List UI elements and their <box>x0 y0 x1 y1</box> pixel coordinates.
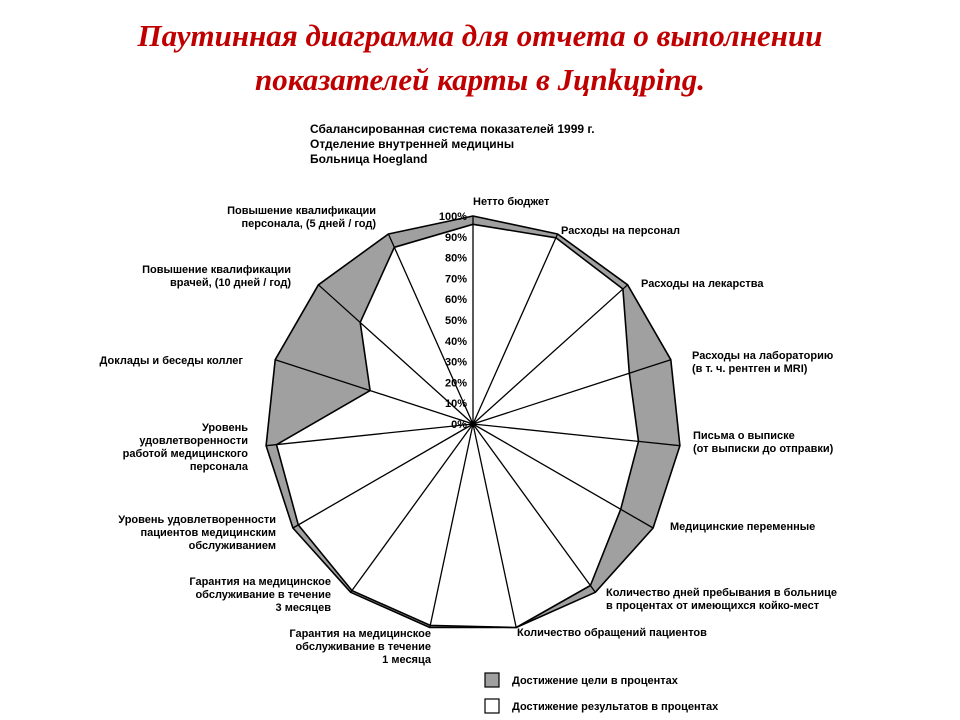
axis-label-line: Количество дней пребывания в больнице <box>606 587 837 599</box>
axis-label <box>473 196 550 208</box>
legend-label: Достижение цели в процентах <box>512 675 678 687</box>
axis-label-line: (от выписки до отправки) <box>693 443 834 455</box>
axis-label-line: Уровень удовлетворенности <box>118 514 276 526</box>
axis-label-line: врачей, (10 дней / год) <box>170 277 291 289</box>
axis-label-line: Расходы на лабораторию <box>692 350 834 362</box>
scale-label: 50% <box>444 315 467 327</box>
axis-label <box>693 430 834 455</box>
axis-label <box>142 264 291 289</box>
axis-label-line: Гарантия на медицинское <box>289 628 431 640</box>
legend-label: Достижение результатов в процентах <box>512 701 719 713</box>
axis-label <box>517 627 707 639</box>
axis-label-line: Расходы на персонал <box>561 225 681 237</box>
chart-title-line: Сбалансированная система показателей 1999 г. <box>310 122 595 136</box>
axis-label-line: Письма о выписке <box>693 430 795 442</box>
legend-swatch <box>485 673 499 687</box>
axis-label <box>692 350 833 375</box>
scale-label: 90% <box>444 231 467 244</box>
axis-label-line: Уровень <box>201 422 248 434</box>
axis-label-line: Повышение квалификации <box>227 205 376 217</box>
axis-label <box>289 628 431 666</box>
scale-label: 10% <box>444 398 467 411</box>
axis-label-line: Повышение квалификации <box>142 264 291 276</box>
scale-label: 20% <box>444 377 467 390</box>
axis-label <box>189 576 331 614</box>
axis-label-line: Доклады и беседы коллег <box>99 355 243 367</box>
axis-label <box>118 514 276 552</box>
axis-label-line: персонала, (5 дней / год) <box>241 218 376 230</box>
axis-label-line: работой медицинского <box>122 448 248 460</box>
axis-label-line: обслуживанием <box>188 540 276 552</box>
axis-label-line: Расходы на лекарства <box>641 278 764 290</box>
axis-label <box>561 225 680 237</box>
chart-title-line: Больница Hoegland <box>310 152 428 166</box>
axis-label <box>227 205 376 230</box>
slide-title-line-2: показателей карты в Jцnkцping. <box>255 62 705 97</box>
scale-label: 60% <box>444 294 467 307</box>
scale-label: 100% <box>438 211 467 223</box>
axis-label-line: в процентах от имеющихся койко-мест <box>606 600 820 612</box>
axis-label <box>100 355 244 367</box>
axis-label-line: (в т. ч. рентген и МRI) <box>692 363 808 375</box>
axis-label-line: Количество обращений пациентов <box>517 627 707 639</box>
axis-label-line: удовлетворенности <box>139 435 248 447</box>
legend-swatch <box>485 699 499 713</box>
axis-label <box>606 587 837 612</box>
scale-label: 0% <box>451 419 467 431</box>
axis-label-line: Гарантия на медицинское <box>189 576 331 588</box>
scale-label: 40% <box>444 335 467 348</box>
chart-title-line: Отделение внутренней медицины <box>310 137 515 151</box>
axis-label-line: 3 месяцев <box>275 602 331 614</box>
axis-label <box>641 278 764 290</box>
axis-label-line: Медицинские переменные <box>670 521 816 533</box>
slide-title-line-1: Паутинная диаграмма для отчета о выполнении <box>137 18 823 53</box>
axis-label-line: обслуживание в течение <box>295 641 431 653</box>
axis-label-line: обслуживание в течение <box>195 589 331 601</box>
axis-label <box>123 422 249 473</box>
axis-label-line: 1 месяца <box>382 654 431 666</box>
scale-label: 70% <box>444 273 467 286</box>
axis-label-line: Нетто бюджет <box>473 196 550 208</box>
axis-label <box>670 521 815 533</box>
axis-label-line: персонала <box>189 461 248 473</box>
axis-label-line: пациентов медицинским <box>140 527 276 539</box>
scale-label: 30% <box>444 356 467 369</box>
scale-label: 80% <box>444 252 467 265</box>
